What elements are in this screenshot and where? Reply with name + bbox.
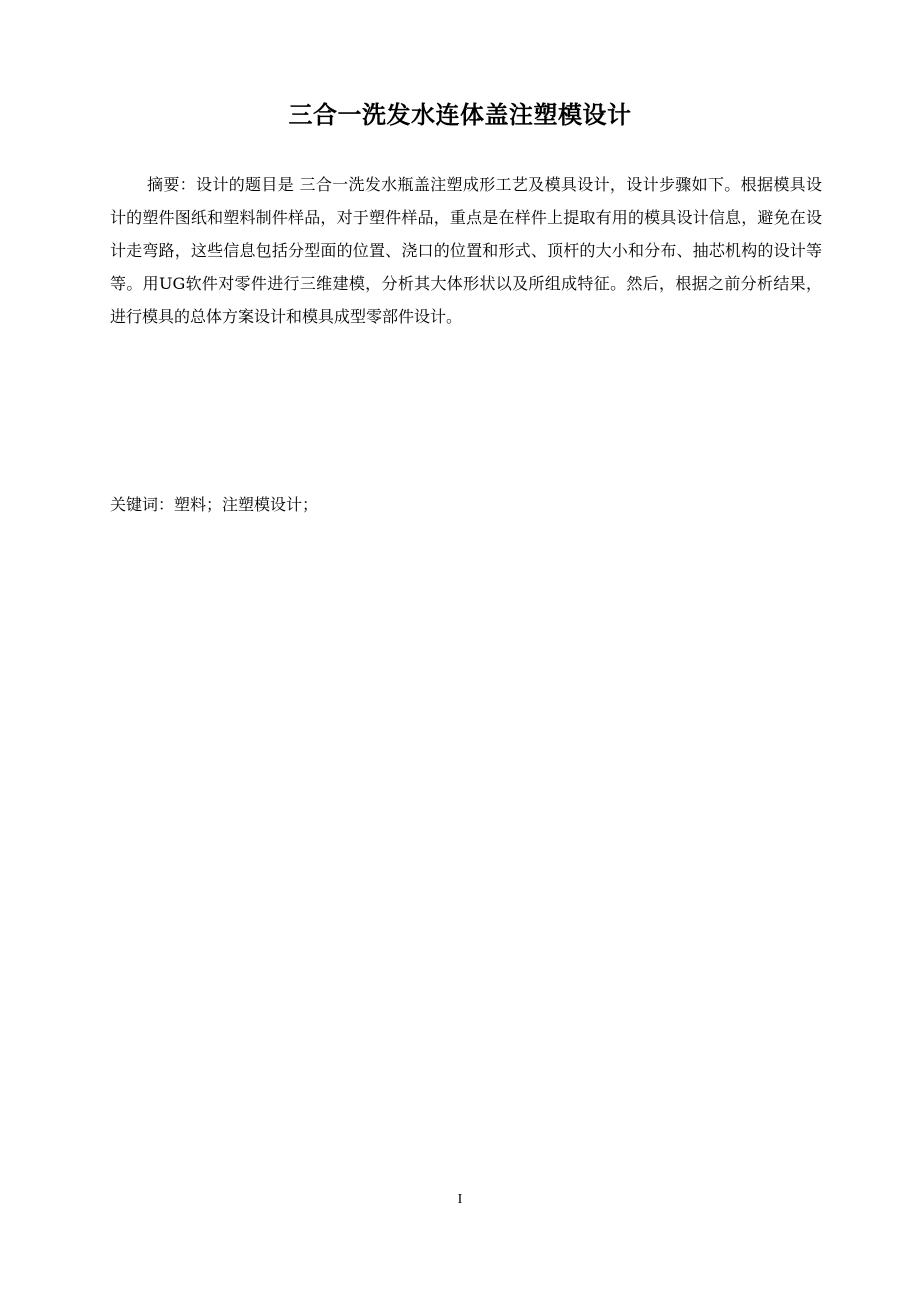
document-title: 三合一洗发水连体盖注塑模设计 <box>288 101 632 129</box>
keywords-line <box>110 489 822 521</box>
keywords-text: 塑料；注塑模设计； <box>174 495 319 514</box>
abstract-text: 设计的题目是 三合一洗发水瓶盖注塑成形工艺及模具设计，设计步骤如下。根据模具设计的塑件图纸和塑料制件样品，对于塑件样品，重点是在样件上提取有用的模具设计信息，避免在设计走弯路，这些信息包括分型面的位置、浇口的位置和形式、顶杆的大小和分布、抽芯机构的设计等等。用UG软件对零件进行三维建模，分析其大体形状以及所组成特征。然后，根据之前分析结果，进行模具的总体方案设计和模具成型零部件设计。 <box>110 175 822 326</box>
abstract-label: 摘要： <box>147 175 197 194</box>
page-number: I <box>457 1192 463 1207</box>
keywords-label: 关键词： <box>110 495 175 514</box>
abstract-paragraph <box>110 168 822 333</box>
